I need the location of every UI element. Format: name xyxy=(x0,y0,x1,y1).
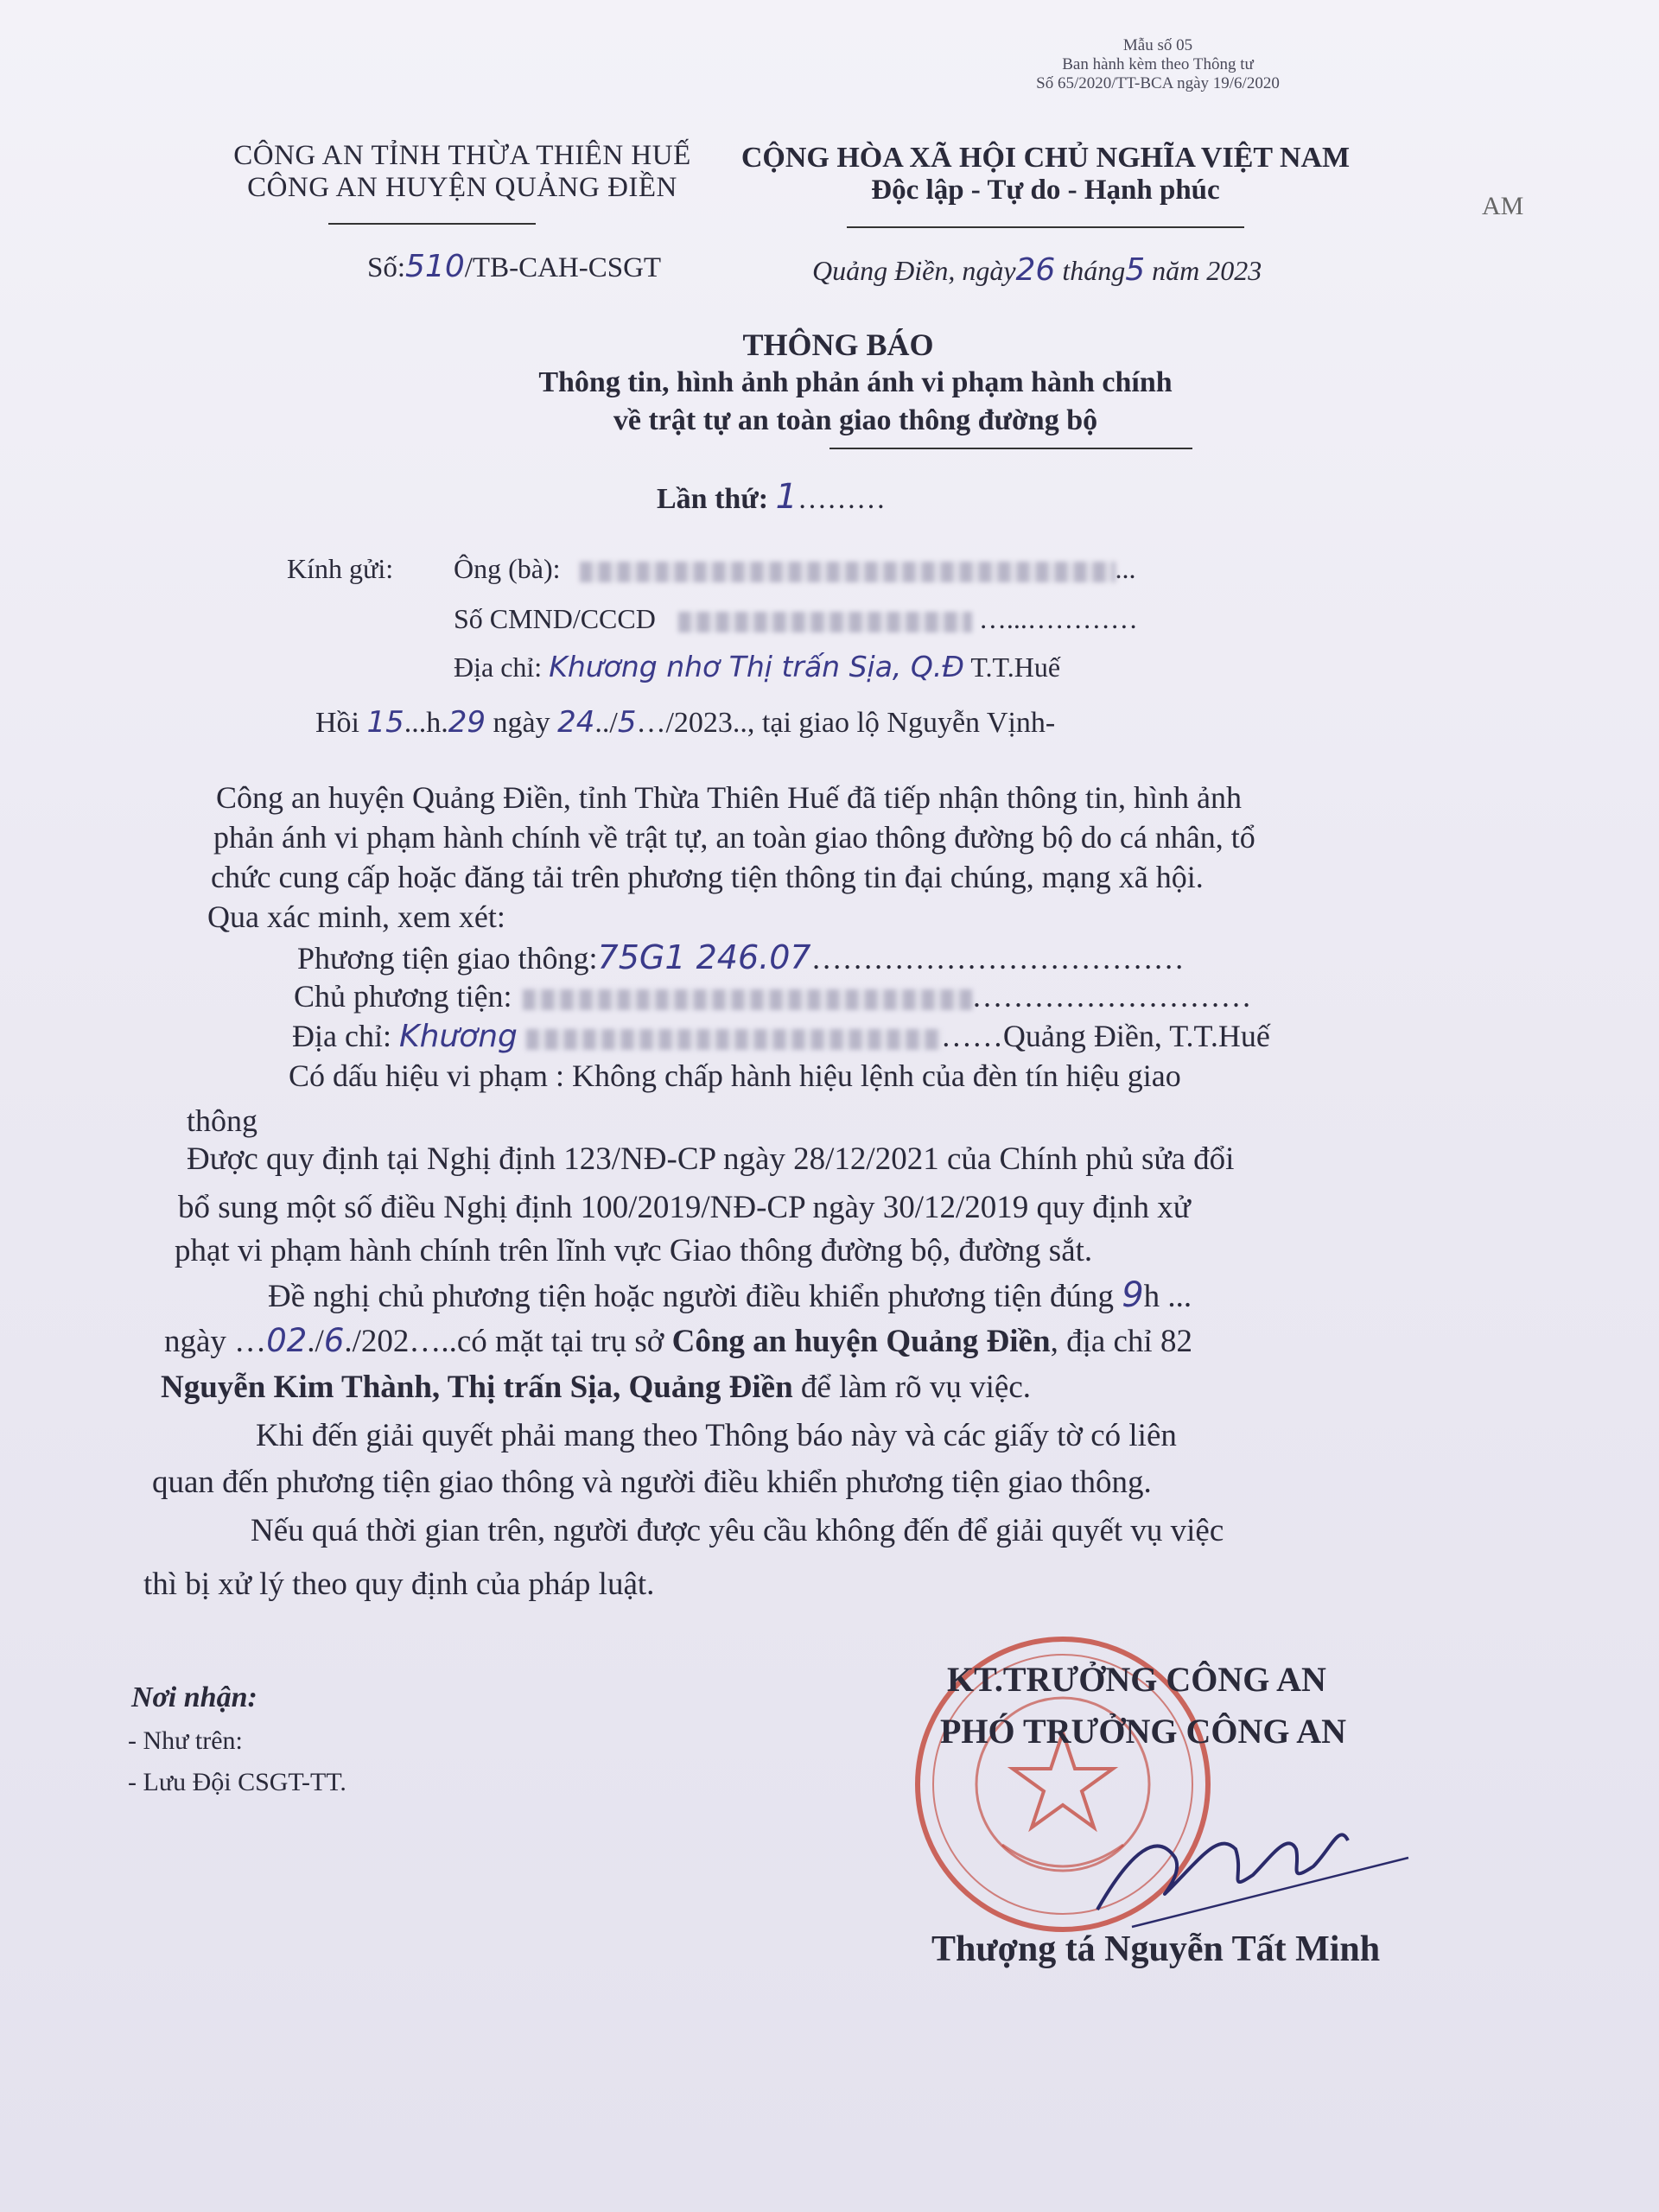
ngay-month: 5 xyxy=(617,705,637,740)
p2-line3: phạt vi phạm hành chính trên lĩnh vực Giao thông đường bộ, đường sắt. xyxy=(175,1233,1093,1268)
location: tại giao lộ Nguyễn Vịnh- xyxy=(761,707,1056,739)
cmnd-label: Số CMND/CCCD xyxy=(454,603,656,634)
dia-chi-handwritten: Khương nhơ Thị trấn Sịa, Q.Đ xyxy=(549,650,964,683)
signatory-name: Thượng tá Nguyễn Tất Minh xyxy=(931,1929,1381,1969)
handwritten-signature xyxy=(1080,1797,1426,1936)
p3-line1-text: Đề nghị chủ phương tiện hoặc người điều khiển phương tiện đúng xyxy=(268,1279,1114,1314)
lan-thu-value: 1 xyxy=(775,477,798,517)
nation-motto: Độc lập - Tự do - Hạnh phúc xyxy=(871,175,1220,206)
kinh-gui-label: Kính gửi: xyxy=(287,553,394,584)
hoi-row: Hồi 15...h.29 ngày 24../5…/2023.., tại giao lộ Nguyễn Vịnh- xyxy=(315,705,1056,740)
p3-address-label: , địa chỉ 82 xyxy=(1050,1324,1192,1359)
p1-line2: phản ánh vi phạm hành chính về trật tự, an toàn giao thông đường bộ do cá nhân, tổ xyxy=(213,820,1255,855)
place-date-month-label: tháng xyxy=(1062,255,1126,286)
title-underline xyxy=(830,448,1192,449)
p3-line3 xyxy=(161,1369,1031,1406)
lan-thu xyxy=(657,477,886,517)
p1-line1: Công an huyện Quảng Điền, tỉnh Thừa Thiên Huế đã tiếp nhận thông tin, hình ảnh xyxy=(216,780,1242,815)
signature-title-2: PHÓ TRƯỞNG CÔNG AN xyxy=(940,1712,1347,1751)
place-date-prefix: Quảng Điền, ngày xyxy=(812,255,1016,286)
doc-subtitle-2: về trật tự an toàn giao thông đường bộ xyxy=(613,404,1098,436)
lan-thu-label: Lần thứ: xyxy=(657,483,769,515)
p2-line1: Được quy định tại Nghị định 123/NĐ-CP ngày 28/12/2021 của Chính phủ sửa đổi xyxy=(187,1141,1235,1177)
hoi-label: Hồi xyxy=(315,707,359,739)
dia-chi2-label: Địa chỉ: xyxy=(292,1019,391,1053)
motto-underline xyxy=(847,226,1244,228)
ong-ba-dots: ... xyxy=(1115,553,1136,584)
p3-line2-text: /202…..có mặt tại trụ sở xyxy=(352,1324,664,1359)
p3-ngay-label: ngày … xyxy=(164,1324,267,1359)
p3-month: 6 xyxy=(323,1322,345,1359)
qua-xac-minh: Qua xác minh, xem xét: xyxy=(207,899,505,934)
ong-ba-row xyxy=(454,553,1136,585)
doc-subtitle-1: Thông tin, hình ảnh phản ánh vi phạm hành chính xyxy=(538,366,1173,398)
agency-name: CÔNG AN HUYỆN QUẢNG ĐIỀN xyxy=(247,172,677,203)
dia-chi2-end: Quảng Điền, T.T.Huế xyxy=(1002,1019,1270,1053)
signature-title-1: KT.TRƯỞNG CÔNG AN xyxy=(947,1660,1326,1699)
nation-title: CỘNG HÒA XÃ HỘI CHỦ NGHĨA VIỆT NAM xyxy=(741,142,1351,174)
agency-header xyxy=(216,140,709,204)
noi-nhan-item-1: - Như trên: xyxy=(128,1726,243,1755)
hoi-hour: 15 xyxy=(366,705,404,740)
dia-chi-label: Địa chỉ: xyxy=(454,652,543,683)
hoi-h: h xyxy=(426,707,442,739)
doc-title: THÔNG BÁO xyxy=(742,327,934,362)
p2-line2: bổ sung một số điều Nghị định 100/2019/NĐ-CP ngày 30/12/2019 quy định xử xyxy=(178,1190,1191,1225)
agency-underline xyxy=(328,223,536,225)
chu-pt-redacted xyxy=(523,989,972,1010)
place-date-month: 5 xyxy=(1125,252,1146,288)
ong-ba-redacted xyxy=(580,562,1116,582)
ong-ba-label: Ông (bà): xyxy=(454,553,561,584)
agency-parent: CÔNG AN TỈNH THỪA THIÊN HUẾ xyxy=(233,140,691,171)
p5-line1: Nếu quá thời gian trên, người được yêu cầu không đến để giải quyết vụ việc xyxy=(251,1513,1224,1548)
nation-header xyxy=(726,142,1365,207)
chu-pt-dots: ……………………… xyxy=(971,979,1252,1014)
lan-thu-dots: ……… xyxy=(798,483,886,515)
p4-line2: quan đến phương tiện giao thông và người điều khiển phương tiện giao thông. xyxy=(152,1465,1152,1500)
p5-line2: thì bị xử lý theo quy định của pháp luật. xyxy=(143,1567,655,1602)
noi-nhan-item-2: - Lưu Đội CSGT-TT. xyxy=(128,1768,346,1796)
p3-day: 02 xyxy=(266,1322,308,1359)
cmnd-dots: …...………… xyxy=(978,603,1138,634)
chu-pt-row xyxy=(294,978,1252,1014)
ngay-label: ngày xyxy=(493,707,550,739)
ptgt-row xyxy=(297,938,1185,976)
p3-address-bold: Nguyễn Kim Thành, Thị trấn Sịa, Quảng Điền xyxy=(161,1370,793,1405)
form-note xyxy=(1011,36,1305,93)
dau-hieu-line2: thông xyxy=(187,1103,258,1138)
dau-hieu-line1: Có dấu hiệu vi phạm : Không chấp hành hiệu lệnh của đèn tín hiệu giao xyxy=(289,1058,1181,1093)
p1-line3: chức cung cấp hoặc đăng tải trên phương tiện thông tin đại chúng, mạng xã hội. xyxy=(211,860,1204,894)
p4-line1: Khi đến giải quyết phải mang theo Thông báo này và các giấy tờ có liên xyxy=(256,1418,1177,1453)
ngay-year: /2023.., xyxy=(665,707,755,739)
cmnd-row xyxy=(454,603,1138,635)
place-date xyxy=(812,252,1262,288)
place-date-day: 26 xyxy=(1015,252,1056,288)
doc-number-suffix: /TB-CAH-CSGT xyxy=(464,252,662,283)
place-date-year: năm 2023 xyxy=(1152,255,1262,286)
chu-pt-label: Chủ phương tiện: xyxy=(294,979,512,1014)
form-note-line2: Ban hành kèm theo Thông tư xyxy=(1062,55,1254,73)
cmnd-redacted xyxy=(678,612,972,632)
p3-h: h ... xyxy=(1143,1279,1192,1314)
ngay-day: 24 xyxy=(557,705,595,740)
noi-nhan-title: Nơi nhận: xyxy=(131,1681,257,1713)
hoi-minute: 29 xyxy=(448,705,486,740)
dia-chi2-row: Địa chỉ: Khương ……Quảng Điền, T.T.Huế xyxy=(292,1019,1270,1054)
dia-chi-row xyxy=(454,650,1060,683)
dia-chi2-redacted xyxy=(526,1029,941,1050)
p3-line1 xyxy=(268,1275,1192,1315)
form-note-line3: Số 65/2020/TT-BCA ngày 19/6/2020 xyxy=(1036,74,1280,92)
ptgt-dots: ……………………………… xyxy=(810,941,1185,976)
p3-line3-text: để làm rõ vụ việc. xyxy=(800,1370,1032,1405)
ptgt-label: Phương tiện giao thông: xyxy=(297,941,598,976)
form-note-line1: Mẫu số 05 xyxy=(1122,36,1193,54)
dia-chi2-handwritten: Khương xyxy=(398,1019,518,1054)
doc-number xyxy=(367,249,661,284)
dia-chi-end: T.T.Huế xyxy=(970,652,1061,683)
p3-line2: ngày …02./6./202…..có mặt tại trụ sở Công an huyện Quảng Điền, địa chỉ 82 xyxy=(164,1322,1192,1359)
p3-agency-bold: Công an huyện Quảng Điền xyxy=(671,1324,1051,1359)
margin-mark: AM xyxy=(1482,192,1524,220)
doc-number-prefix: Số: xyxy=(367,252,406,283)
p3-hour: 9 xyxy=(1122,1275,1144,1315)
ptgt-value: 75G1 246.07 xyxy=(597,938,811,976)
doc-number-handwritten: 510 xyxy=(405,249,465,284)
